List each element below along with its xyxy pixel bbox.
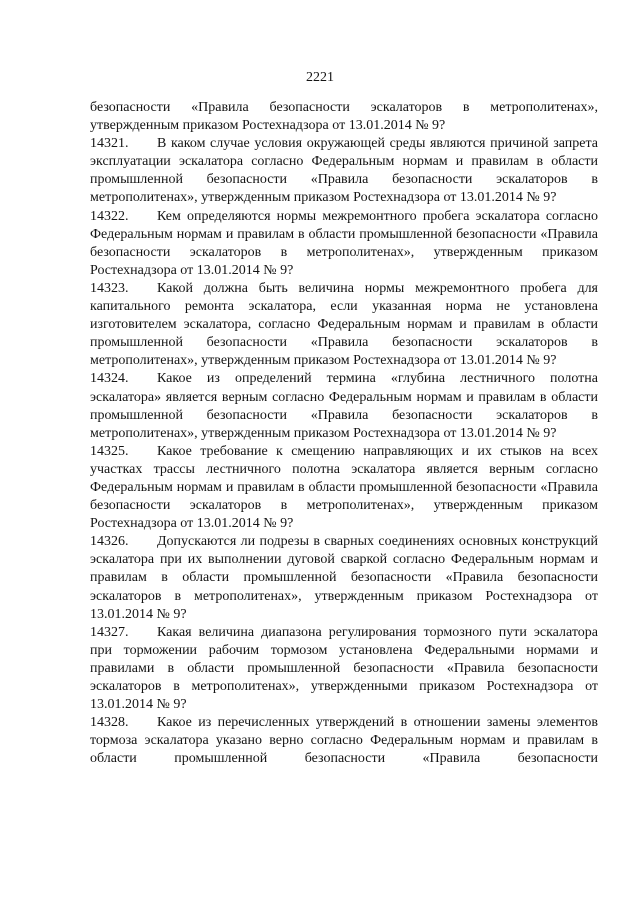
question-number: 14321. <box>90 136 129 152</box>
question-14322 <box>90 208 598 280</box>
question-text: Кем определяются нормы межремонтного пробега эскалатора согласно Федеральным нормам и правилам в области промышленной безопасности «Правила безопасности эскалаторов в метрополитенах», утвержденным приказом Ростехнадзора от 13.01.2014 № 9? <box>90 208 598 278</box>
question-text: Допускаются ли подрезы в сварных соединениях основных конструкций эскалатора при их выполнении дуговой сваркой согласно Федеральным нормам и правилам в области промышленной безопасности «Правила безопасности эскалаторов в метрополитенах», утвержденным приказом Ростехнадзора от 13.01.2014 № 9? <box>90 534 598 622</box>
question-text: Какое из перечисленных утверждений в отношении замены элементов тормоза эскалатора указано верно согласно Федеральным нормам и правилам в области промышленной безопасности «Правила безопасности <box>90 715 598 767</box>
question-number: 14328. <box>90 715 129 731</box>
question-number: 14323. <box>90 280 129 296</box>
page-number: 2221 <box>306 70 334 85</box>
question-text: Какое требование к смещению направляющих и их стыков на всех участках трассы лестничного полотна эскалатора является верным согласно Федеральным нормам и правилам в области промышленной безопасности «Правила безопасности эскалаторов в метрополитенах», утвержденным приказом Ростехнадзора от 13.01.2014 № 9? <box>90 443 598 532</box>
question-text: Какая величина диапазона регулирования тормозного пути эскалатора при торможении рабочим тормозом установлена Федеральными нормами и правилами в области промышленной безопасности «Правила безопасности эскалаторов в метрополитенах», утвержденными приказом Ростехнадзора от 13.01.2014 № 9? <box>90 624 598 713</box>
intro-text: безопасности «Правила безопасности эскалаторов в метрополитенах», утвержденным приказом Ростехнадзора от 13.01.2014 № 9? <box>90 100 598 134</box>
question-number: 14324. <box>90 371 129 387</box>
document-body <box>90 99 598 768</box>
question-14327 <box>90 624 598 714</box>
question-text: В каком случае условия окружающей среды являются причиной запрета эксплуатации эскалатора согласно Федеральным нормам и правилам в области промышленной безопасности «Правила безопасности эскалаторов в метрополитенах», утвержденным приказом Ростехнадзора от 13.01.2014 № 9? <box>90 136 598 206</box>
question-text: Какой должна быть величина нормы межремонтного пробега для капитального ремонта эскалатора, если указанная норма не установлена изготовителем эскалатора, согласно Федеральным нормам и правилам в области промышленной безопасности «Правила безопасности эскалаторов в метрополитенах», утвержденным приказом Ростехнадзора от 13.01.2014 № 9? <box>90 280 598 369</box>
question-number: 14326. <box>90 534 129 550</box>
question-14326 <box>90 533 598 623</box>
question-14324 <box>90 370 598 442</box>
question-text: Какое из определений термина «глубина лестничного полотна эскалатора» является верным согласно Федеральным нормам и правилам в области промышленной безопасности «Правила безопасности эскалаторов в метрополитенах», утвержденным приказом Ростехнадзора от 13.01.2014 № 9? <box>90 371 598 441</box>
intro-paragraph <box>90 99 598 135</box>
question-number: 14325. <box>90 443 129 459</box>
question-number: 14322. <box>90 208 129 224</box>
question-14328 <box>90 714 598 768</box>
question-14321 <box>90 135 598 207</box>
question-14323 <box>90 280 598 370</box>
question-number: 14327. <box>90 624 129 640</box>
question-14325 <box>90 443 598 533</box>
